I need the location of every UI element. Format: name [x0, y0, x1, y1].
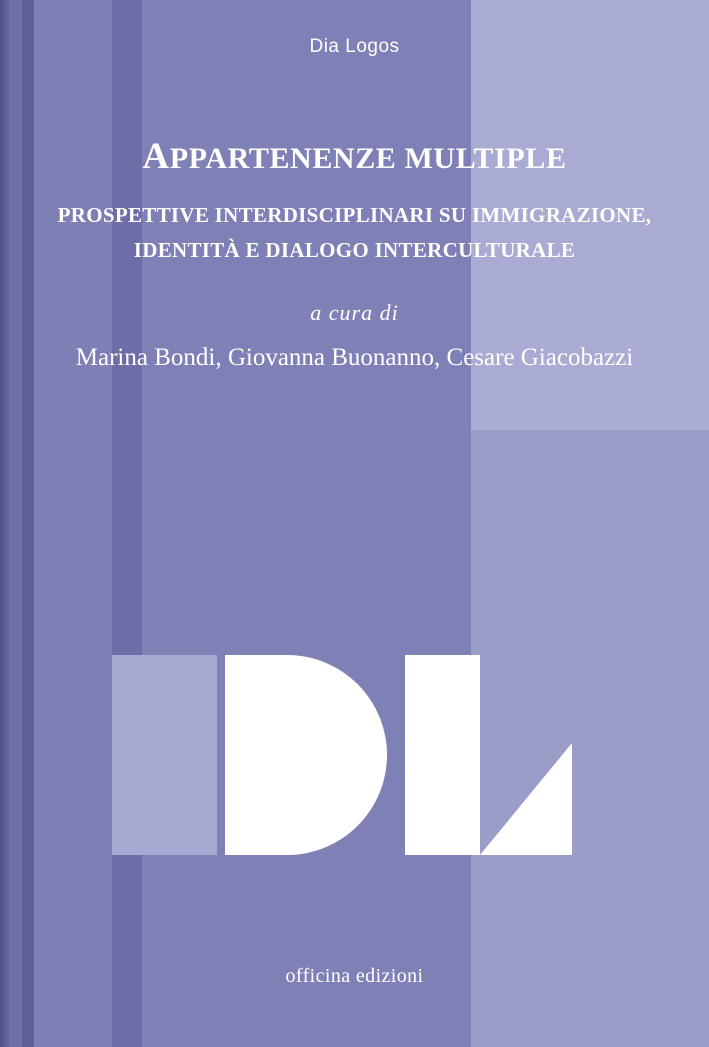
book-subtitle-line-1: PROSPETTIVE INTERDISCIPLINARI SU IMMIGRAZIONE,	[57, 203, 652, 227]
dia-logos-logo	[112, 655, 572, 855]
book-subtitle-line-2: IDENTITÀ E DIALOGO INTERCULTURALE	[133, 238, 576, 262]
logo-letter-l-foot	[480, 743, 572, 855]
logo-letter-d-left-block	[112, 655, 217, 855]
edited-by-label: a cura di	[310, 300, 399, 325]
logo-letter-d-bowl	[287, 655, 387, 855]
book-subtitle	[0, 198, 709, 268]
book-title	[0, 135, 709, 178]
logo-letter-d-stem	[225, 655, 287, 855]
book-title-rest: PPARTENENZE MULTIPLE	[169, 142, 567, 175]
book-title-initial: A	[142, 136, 170, 177]
series-label: Dia Logos	[309, 36, 400, 57]
publisher-name: officina edizioni	[285, 965, 424, 987]
logo-letter-l-stem	[405, 655, 480, 855]
editors-names: Marina Bondi, Giovanna Buonanno, Cesare Giacobazzi	[75, 344, 634, 371]
